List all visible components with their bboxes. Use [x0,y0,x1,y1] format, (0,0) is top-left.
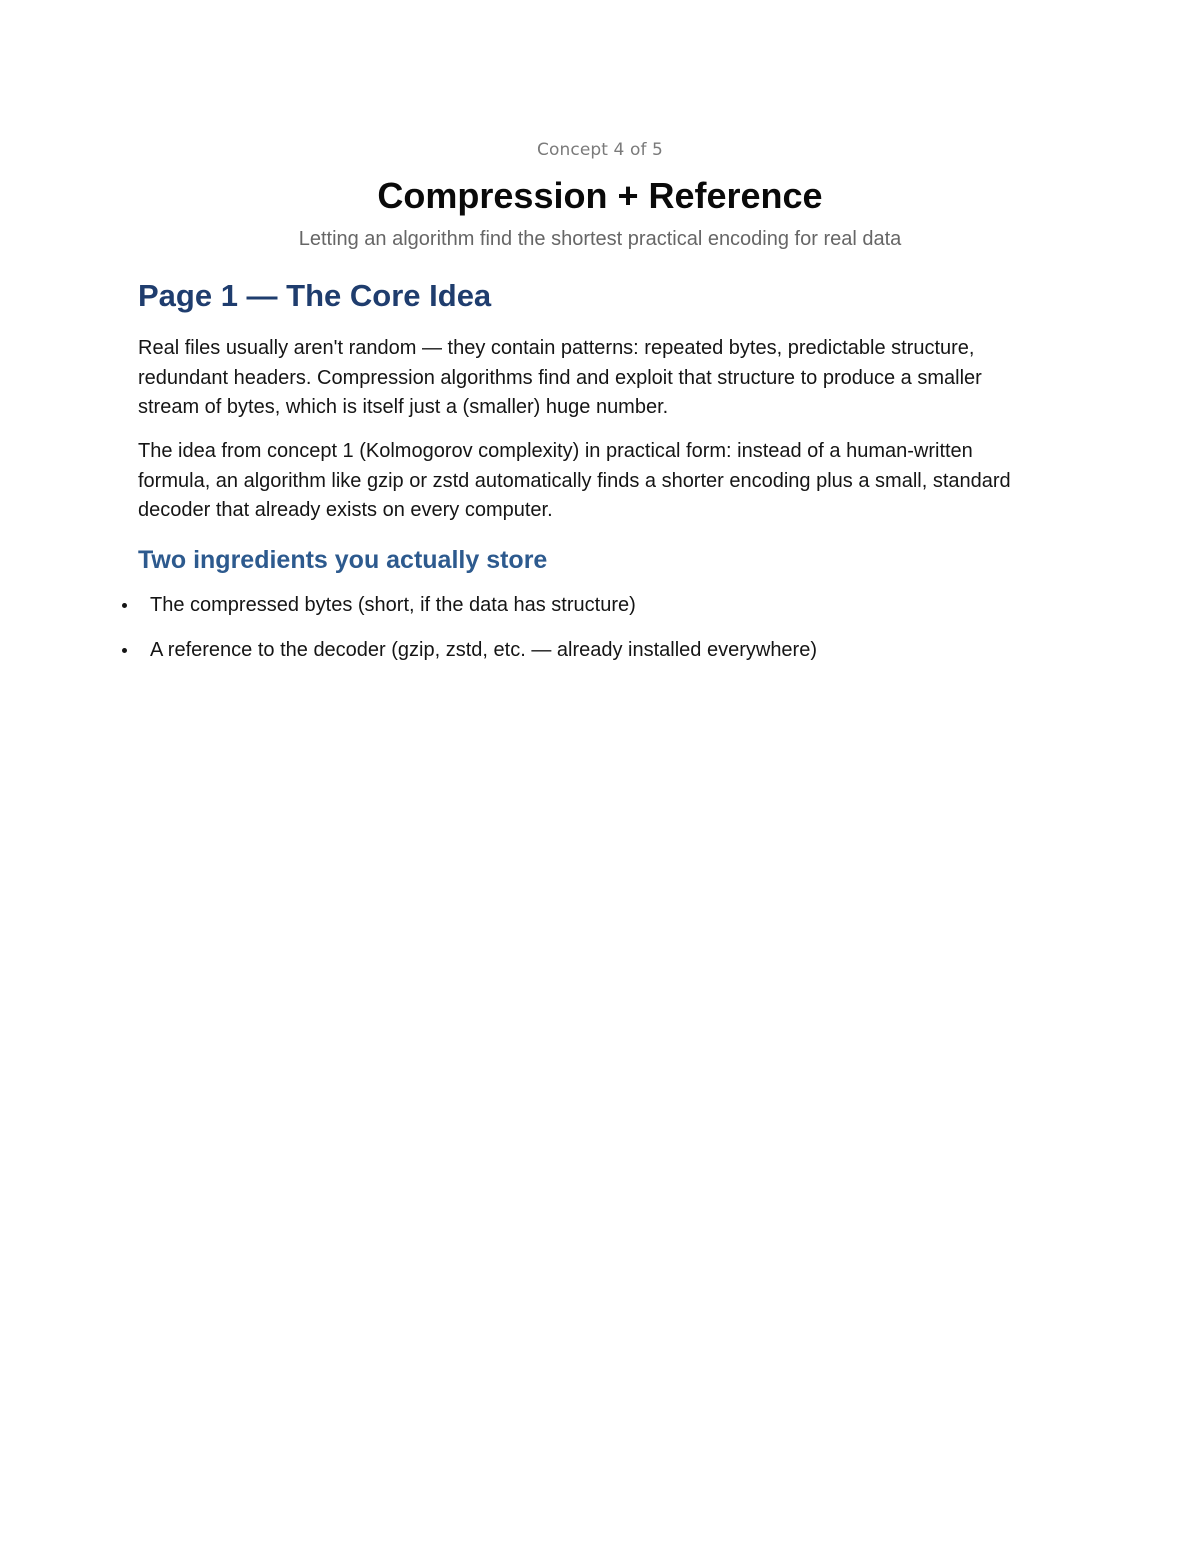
paragraph-intro: Real files usually aren't random — they contain patterns: repeated bytes, predictable structure, redundant headers. Compression algorithms find and exploit that structure to produce a smaller stream of bytes, which is itself just a (smaller) huge number. [138,337,982,418]
section-heading: Page 1 — The Core Idea [138,278,492,313]
subsection-heading: Two ingredients you actually store [138,546,548,574]
page-title: Compression + Reference [377,175,823,216]
paragraph-kolmogorov: The idea from concept 1 (Kolmogorov complexity) in practical form: instead of a human-written formula, an algorithm like gzip or zstd automatically finds a shorter encoding plus a small, standard decoder that already exists on every computer. [138,440,1011,521]
list-item-text: The compressed bytes (short, if the data has structure) [150,594,636,616]
list-item-text: A reference to the decoder (gzip, zstd, etc. — already installed everywhere) [150,639,818,661]
bullet-icon [122,648,127,653]
page-subtitle: Letting an algorithm find the shortest practical encoding for real data [298,228,902,250]
concept-counter: Concept 4 of 5 [537,140,663,160]
bullet-icon [122,603,127,608]
list-item [138,636,1062,665]
list-item [138,591,1062,620]
ingredients-list [138,591,1062,681]
